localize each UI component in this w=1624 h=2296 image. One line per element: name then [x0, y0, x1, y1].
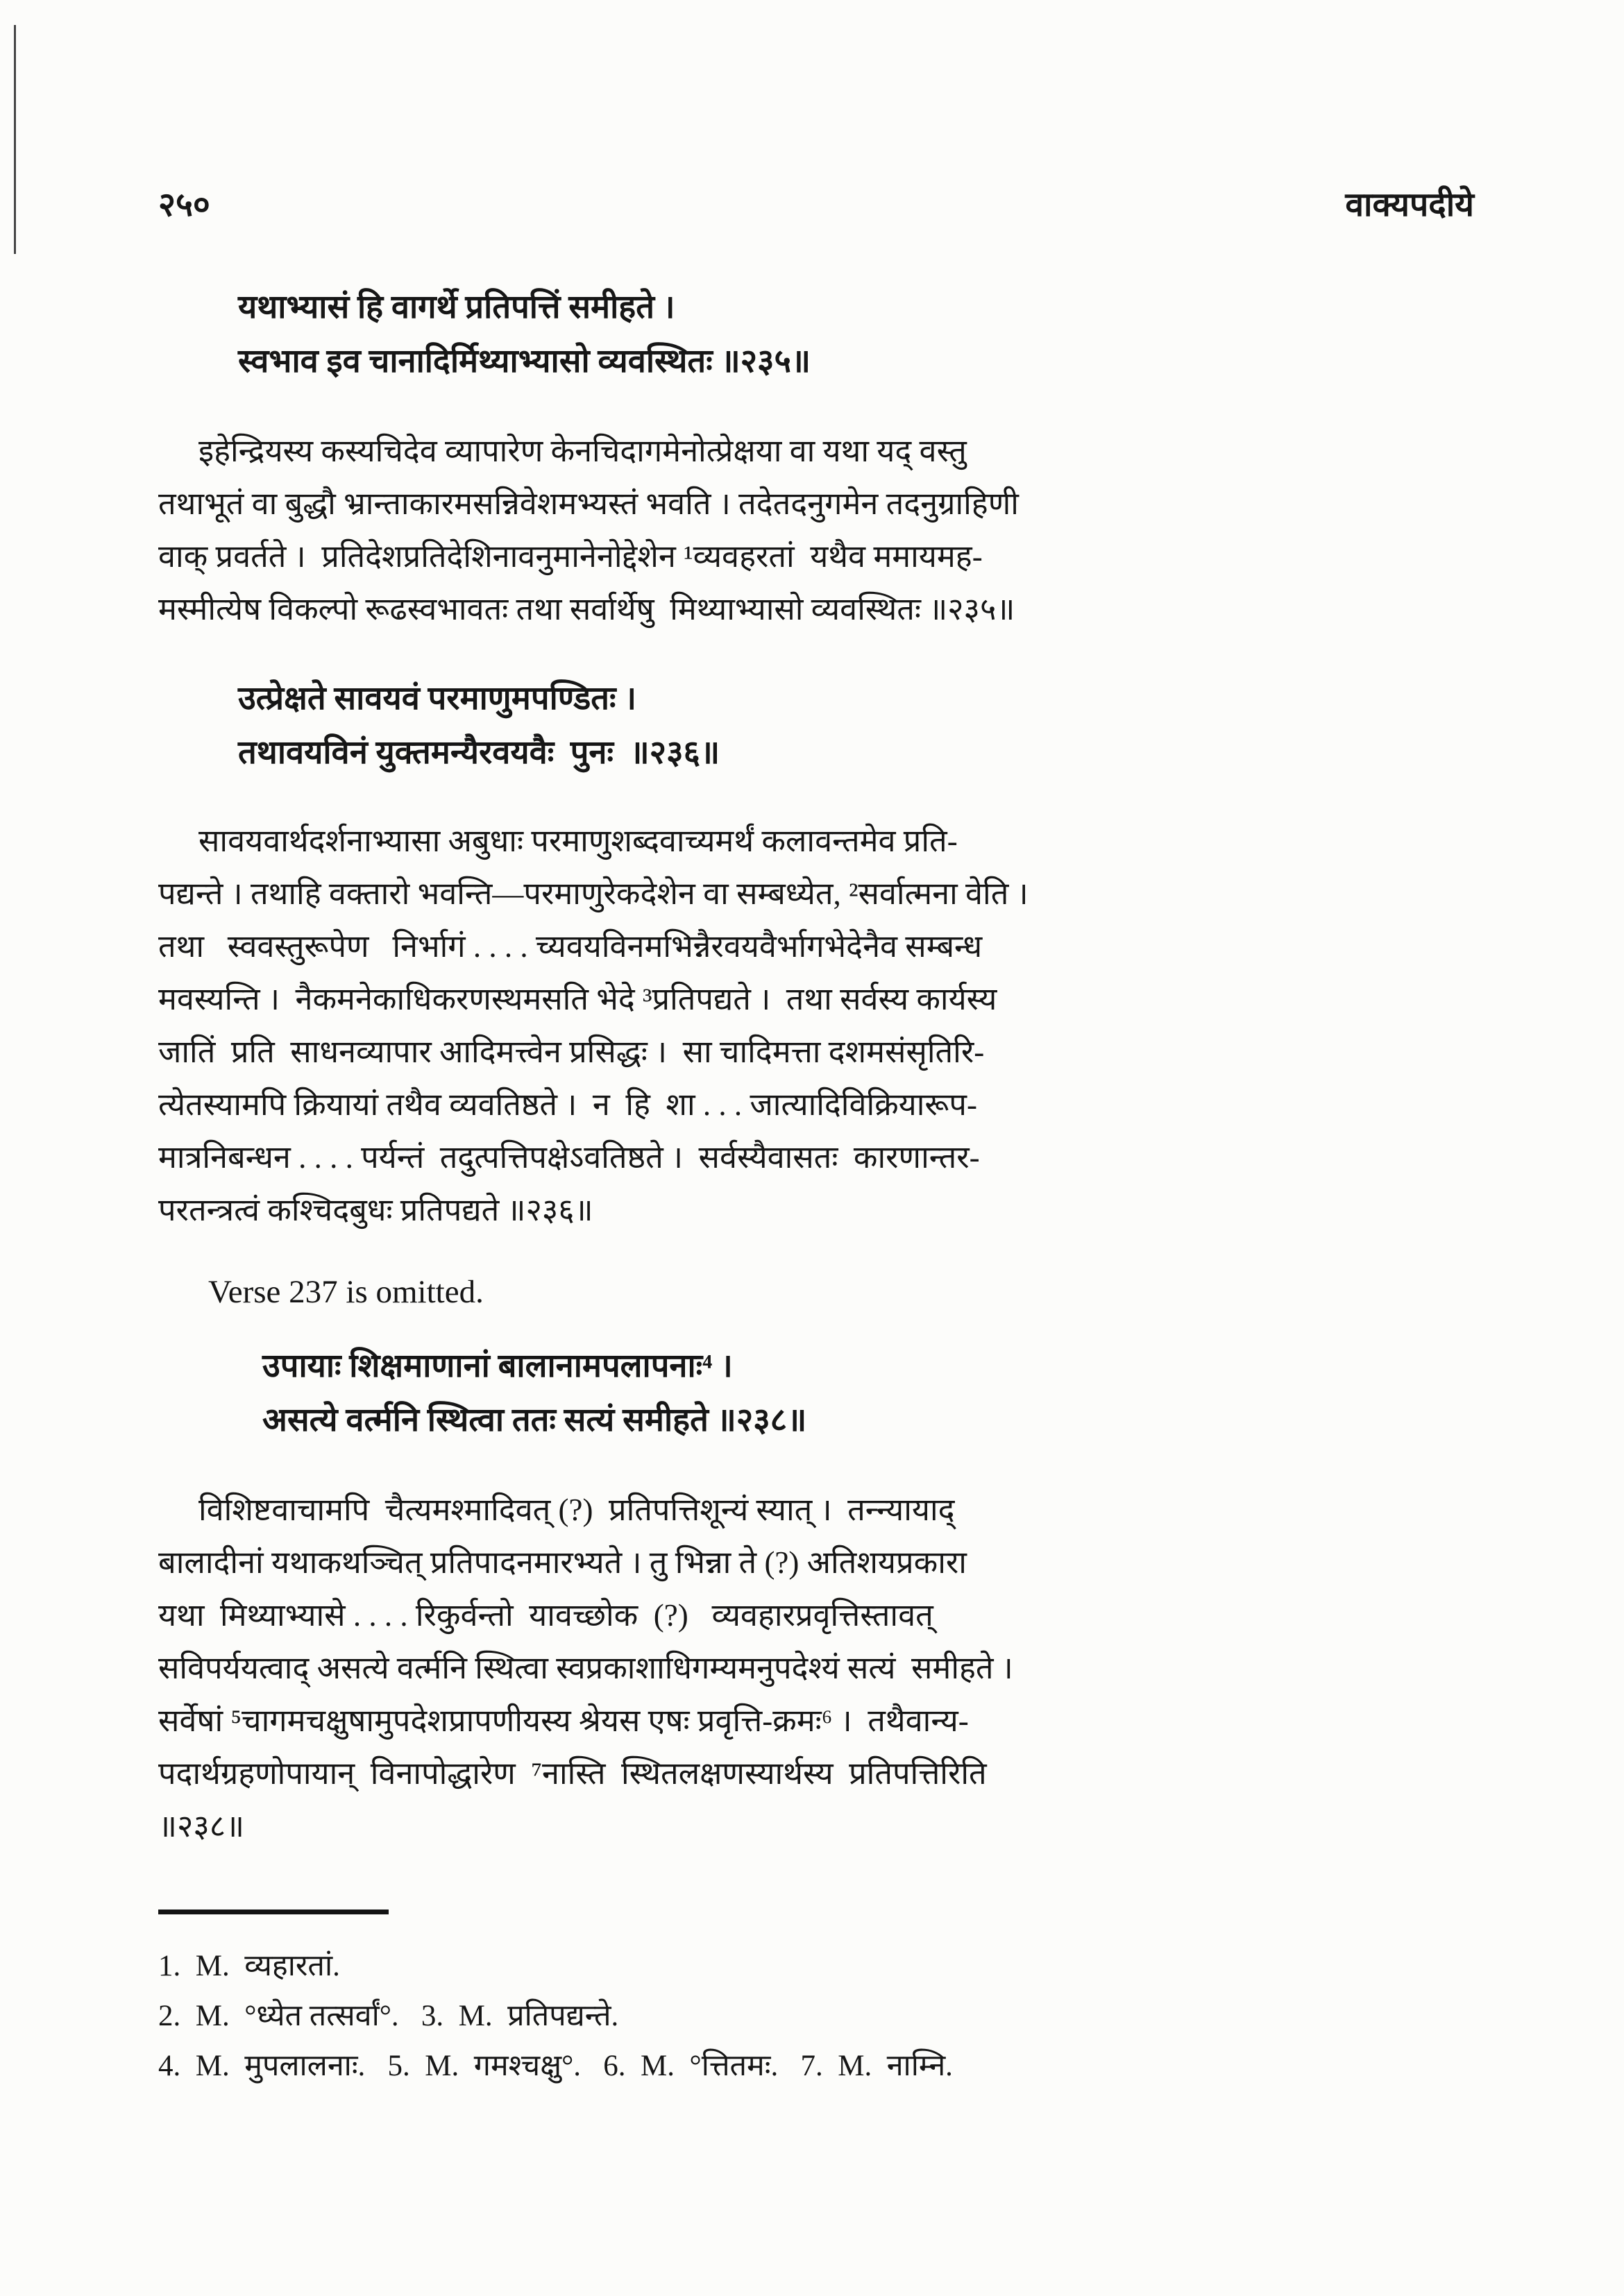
verse-line: उत्प्रेक्षते सावयवं परमाणुमपण्डितः । [238, 681, 637, 717]
text-line: बालादीनां यथाकथञ्चित् प्रतिपादनमारभ्यते । तु भिन्ना ते (?) अतिशयप्रकारा [158, 1545, 967, 1580]
scan-artifact-line [14, 25, 16, 254]
verse-238 [262, 1339, 1474, 1447]
footnote-line: 2. M. °ध्येत तत्सर्वां°. 3. M. प्रतिपद्यन्ते. [158, 2000, 619, 2032]
text-line: जातिं प्रति साधनव्यापार आदिमत्त्वेन प्रसिद्धः । सा चादिमत्ता दशमसंसृतिरि- [158, 1035, 985, 1069]
text-line: पद्यन्ते । तथाहि वक्तारो भवन्ति—परमाणुरेकदेशेन वा सम्बध्येत, ²सर्वात्मना वेति । [158, 876, 1029, 911]
verse-line: उपायाः शिक्षमाणानां बालानामपलापनाः⁴ । [262, 1348, 733, 1384]
page-number: २५० [158, 187, 210, 223]
footnote-separator-rule [158, 1910, 389, 1914]
verse-line: असत्ये वर्त्मनि स्थित्वा ततः सत्यं समीहते ॥२३८॥ [262, 1402, 807, 1438]
page-header [158, 186, 1474, 225]
running-title: वाक्यपदीये [1345, 187, 1474, 223]
footnotes [158, 1941, 1474, 2091]
verse-236 [238, 672, 1474, 780]
footnote-line: 4. M. मुपलालनाः. 5. M. गमश्चक्षु°. 6. M. °त्तितमः. 7. M. नाम्नि. [158, 2050, 953, 2082]
text-line: तथाभूतं वा बुद्धौ भ्रान्ताकारमसन्निवेशमभ्यस्तं भवति । तदेतदनुगमेन तदनुग्राहिणी [158, 486, 1019, 521]
text-line: वाक् प्रवर्तते । प्रतिदेशप्रतिदेशिनावनुमानेनोद्देशेन ¹व्यवहरतां यथैव ममायमह- [158, 539, 983, 574]
text-line: ॥२३८॥ [158, 1809, 245, 1844]
text-line: मस्मीत्येष विकल्पो रूढस्वभावतः तथा सर्वार्थेषु मिथ्याभ्यासो व्यवस्थितः ॥२३५॥ [158, 592, 1015, 627]
omitted-verse-note: Verse 237 is omitted. [208, 1274, 484, 1310]
text-line: तथा स्ववस्तुरूपेण निर्भागं . . . . च्यवयविनमभिन्नैरवयवैर्भागभेदेनैव सम्बन्ध [158, 929, 983, 964]
verse-line: स्वभाव इव चानादिर्मिथ्याभ्यासो व्यवस्थितः ॥२३५॥ [238, 343, 811, 380]
text-line: परतन्त्रत्वं कश्चिदबुधः प्रतिपद्यते ॥२३६॥ [158, 1193, 593, 1227]
verse-line: यथाभ्यासं हि वागर्थे प्रतिपत्तिं समीहते । [238, 289, 675, 325]
text-line: इहेन्द्रियस्य कस्यचिदेव व्यापारेण केनचिदागमेनोत्प्रेक्षया वा यथा यद् वस्तु [198, 434, 967, 468]
footnote-line: 1. M. व्यहारतां. [158, 1950, 340, 1982]
text-line: सविपर्ययत्वाद् असत्ये वर्त्मनि स्थित्वा स्वप्रकाशाधिगम्यमनुपदेश्यं सत्यं समीहते । [158, 1651, 1013, 1685]
text-line: सर्वेषां ⁵चागमचक्षुषामुपदेशप्रापणीयस्य श्रेयस एषः प्रवृत्ति-क्रमः⁶ । तथैवान्य- [158, 1703, 969, 1738]
verse-line: तथावयविनं युक्तमन्यैरवयवैः पुनः ॥२३६॥ [238, 735, 720, 771]
verse-235 [238, 280, 1474, 389]
commentary-235 [158, 425, 1474, 636]
page-content [158, 186, 1474, 1853]
text-line: सावयवार्थदर्शनाभ्यासा अबुधाः परमाणुशब्दवाच्यमर्थं कलावन्तमेव प्रति- [198, 824, 958, 858]
commentary-238 [158, 1483, 1474, 1853]
text-line: पदार्थग्रहणोपायान् विनापोद्धारेण ⁷नास्ति स्थितलक्षणस्यार्थस्य प्रतिपत्तिरिति [158, 1756, 987, 1791]
text-line: मात्रनिबन्धन . . . . पर्यन्तं तदुत्पत्तिपक्षेऽवतिष्ठते । सर्वस्यैवासतः कारणान्तर- [158, 1140, 980, 1175]
text-line: विशिष्टवाचामपि चैत्यमश्मादिवत् (?) प्रतिपत्तिशून्यं स्यात् । तन्न्यायाद् [198, 1493, 955, 1527]
text-line: मवस्यन्ति । नैकमनेकाधिकरणस्थमसति भेदे ³प्रतिपद्यते । तथा सर्वस्य कार्यस्य [158, 982, 997, 1017]
text-line: त्येतस्यामपि क्रियायां तथैव व्यवतिष्ठते । न हि शा . . . जात्यादिविक्रियारूप- [158, 1087, 977, 1122]
text-line: यथा मिथ्याभ्यासे . . . . रिकुर्वन्तो यावच्छोक (?) व्यवहारप्रवृत्तिस्तावत् [158, 1598, 933, 1633]
commentary-236 [158, 815, 1474, 1236]
